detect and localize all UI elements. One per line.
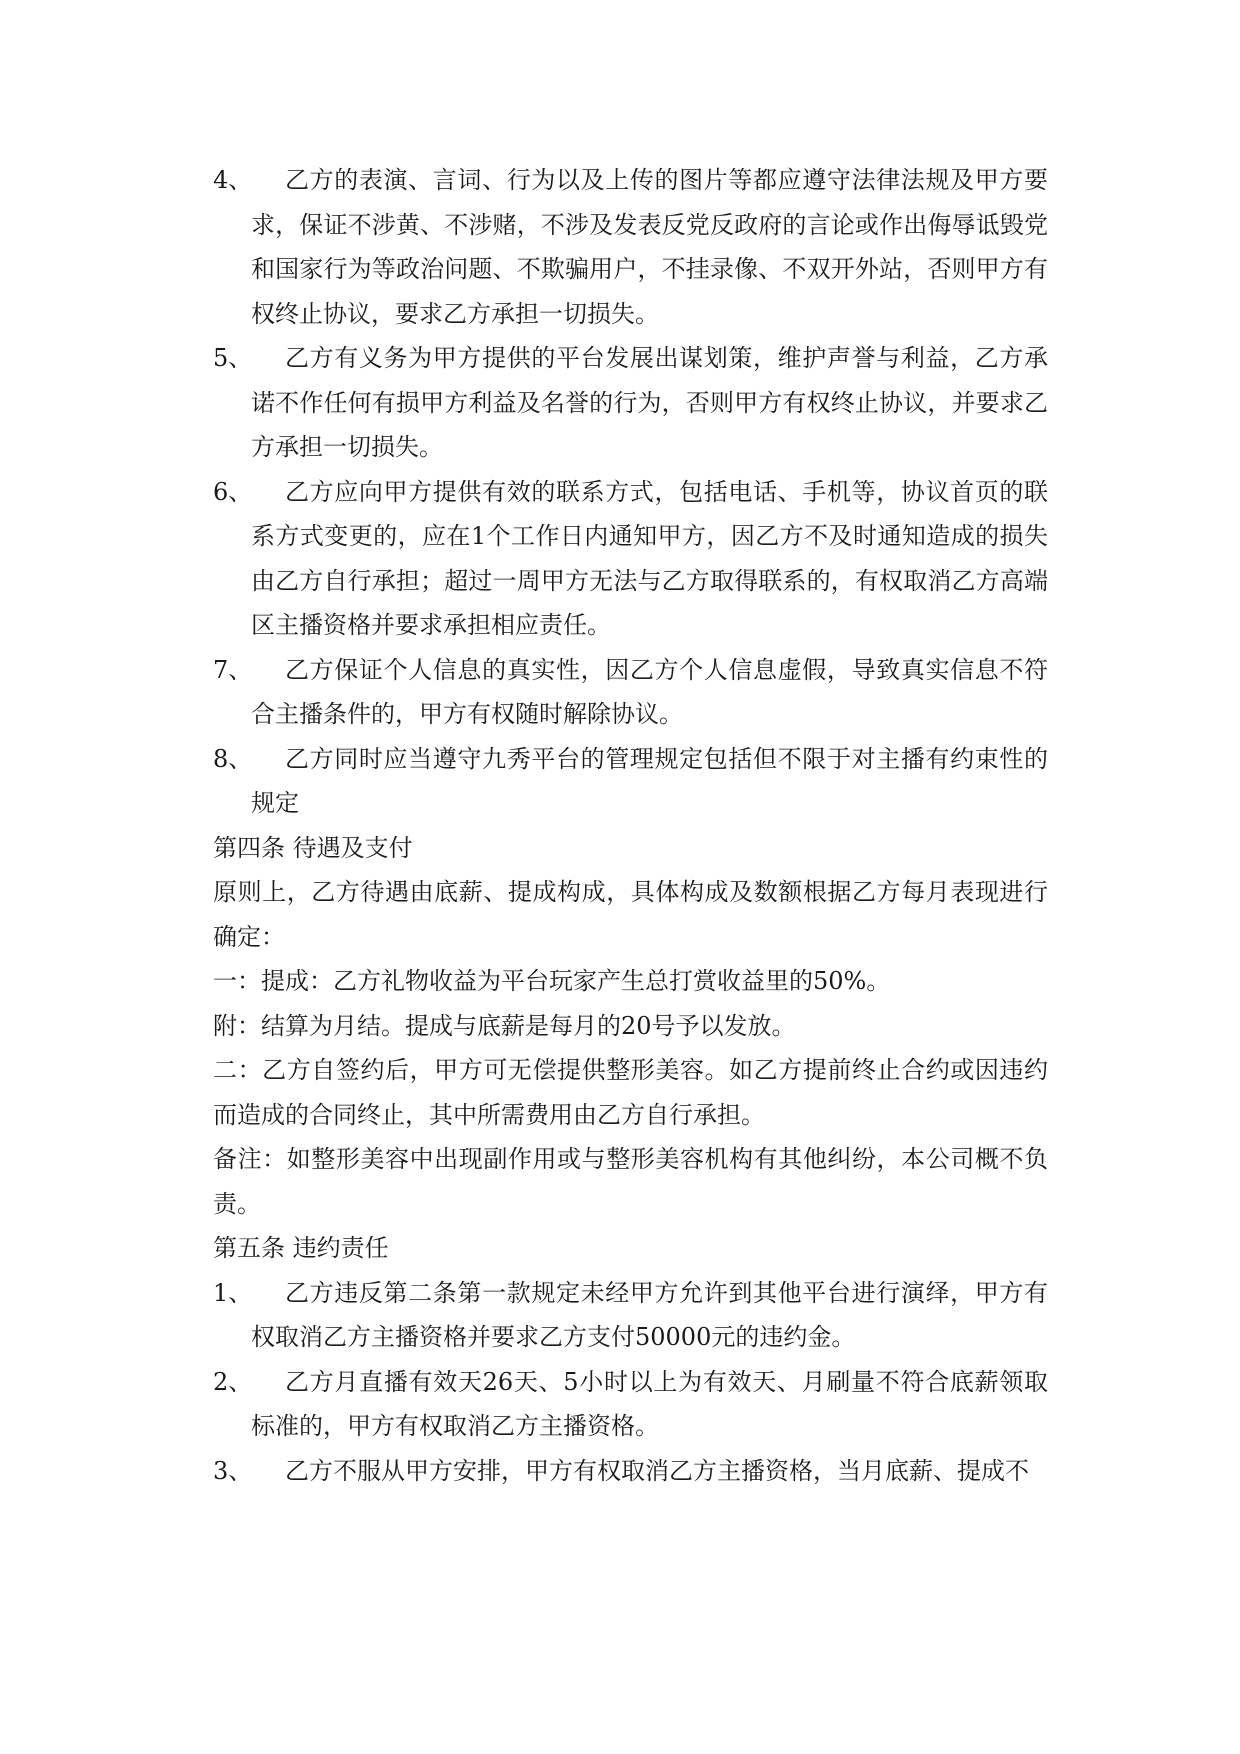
clause-text: 乙方不服从甲方安排，甲方有权取消乙方主播资格，当月底薪、提成不 xyxy=(285,1456,1029,1485)
clause-5 xyxy=(213,336,1048,470)
clause-text: 乙方保证个人信息的真实性，因乙方个人信息虚假，导致真实信息不符合主播条件的，甲方有权随时解除协议。 xyxy=(251,655,1048,728)
clause-number: 6、 xyxy=(213,477,253,506)
clause-number: 4、 xyxy=(213,166,253,194)
clause-text: 乙方月直播有效天26天、5小时以上为有效天、月刷量不符合底薪领取标准的，甲方有权取消乙方主播资格。 xyxy=(251,1367,1048,1440)
clause-text: 乙方同时应当遵守九秀平台的管理规定包括但不限于对主播有约束性的规定 xyxy=(251,744,1048,817)
article-5-clause-1 xyxy=(213,1271,1048,1360)
clause-text: 乙方应向甲方提供有效的联系方式，包括电话、手机等，协议首页的联系方式变更的，应在1个工作日内通知甲方，因乙方不及时通知造成的损失由乙方自行承担；超过一周甲方无法与乙方取得联系的，有权取消乙方高端区主播资格并要求承担相应责任。 xyxy=(251,477,1048,639)
clause-number: 3、 xyxy=(213,1456,253,1485)
article-4-note-1: 附：结算为月结。提成与底薪是每月的20号予以发放。 xyxy=(213,1011,796,1040)
article-5-clause-3 xyxy=(213,1449,1048,1494)
clause-text: 乙方有义务为甲方提供的平台发展出谋划策，维护声誉与利益，乙方承诺不作任何有损甲方利益及名誉的行为，否则甲方有权终止协议，并要求乙方承担一切损失。 xyxy=(251,344,1048,461)
clause-number: 5、 xyxy=(213,344,253,372)
article-4-item-1: 一：提成：乙方礼物收益为平台玩家产生总打赏收益里的50%。 xyxy=(213,967,891,995)
document-body xyxy=(213,158,1048,1493)
clause-text: 乙方的表演、言词、行为以及上传的图片等都应遵守法律法规及甲方要求，保证不涉黄、不涉赌，不涉及发表反党反政府的言论或作出侮辱诋毁党和国家行为等政治问题、不欺骗用户，不挂录像、不双开外站，否则甲方有权终止协议，要求乙方承担一切损失。 xyxy=(251,166,1048,328)
article-4-note-2: 备注：如整形美容中出现副作用或与整形美容机构有其他纠纷，本公司概不负责。 xyxy=(213,1145,1048,1218)
clause-7 xyxy=(213,648,1048,737)
article-5-clause-2 xyxy=(213,1360,1048,1449)
clause-number: 7、 xyxy=(213,655,253,684)
clause-text: 乙方违反第二条第一款规定未经甲方允许到其他平台进行演绎，甲方有权取消乙方主播资格并要求乙方支付50000元的违约金。 xyxy=(251,1278,1048,1351)
clause-number: 1、 xyxy=(213,1278,253,1307)
article-4-item-2: 二：乙方自签约后，甲方可无偿提供整形美容。如乙方提前终止合约或因违约而造成的合同终止，其中所需费用由乙方自行承担。 xyxy=(213,1056,1048,1129)
clause-8 xyxy=(213,737,1048,826)
article-4-intro: 原则上，乙方待遇由底薪、提成构成，具体构成及数额根据乙方每月表现进行确定： xyxy=(213,878,1048,951)
clause-6 xyxy=(213,470,1048,648)
article-5-heading: 第五条 违约责任 xyxy=(213,1234,389,1262)
article-4-heading: 第四条 待遇及支付 xyxy=(213,833,413,862)
clause-number: 2、 xyxy=(213,1367,253,1396)
clause-4 xyxy=(213,158,1048,336)
clause-number: 8、 xyxy=(213,744,253,773)
